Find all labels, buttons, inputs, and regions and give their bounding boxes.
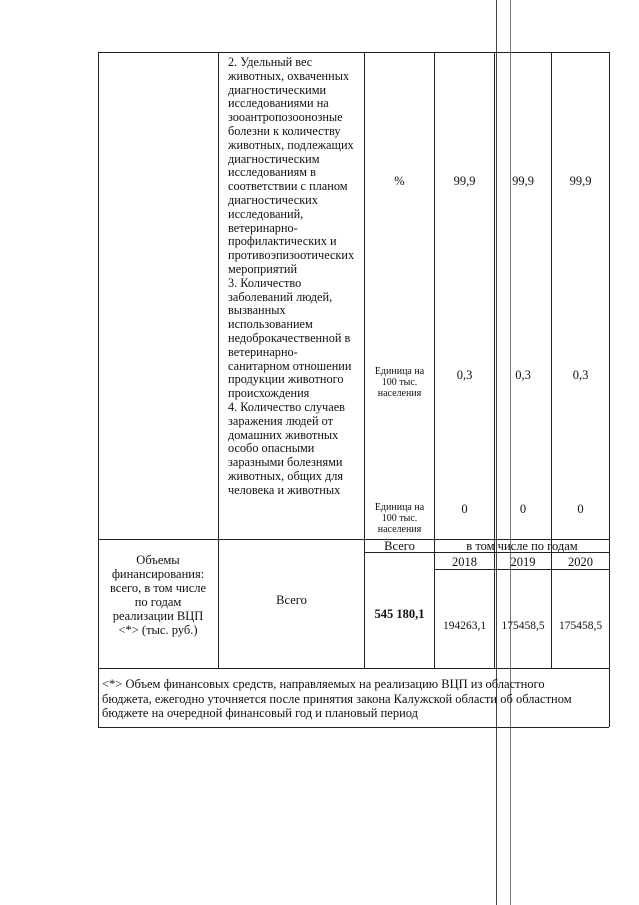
indicator-text-line: 3. Количество — [228, 275, 302, 290]
indicator-text-line: исследованиям в — [228, 165, 316, 180]
indicator-text-line: 2. Удельный вес — [228, 55, 313, 69]
indicator-text-line: заразными болезнями — [228, 455, 343, 470]
financing-2019: 175458,5 — [501, 620, 545, 632]
indicator-text-line: животных, общих для — [228, 468, 344, 483]
indicator-text-line: ветеринарно- — [228, 344, 298, 359]
indicator-text-line: заболеваний людей, — [228, 289, 333, 304]
indicator-text-line: болезни к количеству — [228, 123, 341, 138]
footnote: <*> Объем финансовых средств, направляемых на реализацию ВЦП из областного бюджета, ежегодно уточняется после принятия закона Калужской области об областном бюджете на очередной финансовый год и плановый период — [102, 677, 572, 720]
col-divider-2018 — [434, 52, 435, 668]
year-2019-header: 2019 — [510, 555, 536, 569]
table-bottom-border — [98, 727, 609, 728]
scan-edge-line — [496, 0, 497, 905]
indicator-text-line: исследований, — [228, 206, 304, 221]
financing-label: Объемы финансирования: всего, в том числе по годам реализации ВЦП <*> (тыс. руб.) — [109, 553, 207, 637]
value-2018: 99,9 — [453, 174, 476, 188]
unit-percent: % — [394, 174, 405, 188]
financing-source: Всего — [276, 593, 307, 607]
indicator-text-line: противоэпизоотических — [228, 248, 355, 263]
table-top-border — [98, 52, 609, 53]
indicator-text-line: заражения людей от — [228, 413, 334, 428]
col-divider-label — [218, 52, 219, 668]
value-2020: 0 — [577, 502, 584, 516]
indicator-text-line: особо опасными — [228, 441, 315, 456]
year-2020-header: 2020 — [568, 555, 593, 569]
row-divider-footnote — [98, 668, 609, 669]
value-2020: 0,3 — [572, 368, 589, 382]
value-2018: 0,3 — [456, 368, 473, 382]
indicator-text-line: домашних животных — [228, 427, 339, 442]
indicator-text-line: мероприятий — [228, 261, 298, 276]
indicator-text-line: зооантропозоонозные — [228, 110, 343, 125]
years-header: в том числе по годам — [466, 539, 578, 553]
col-divider-2019 — [494, 52, 495, 668]
indicator-text-line: вызванных — [228, 303, 286, 318]
unit-per-100k: Единица на 100 тыс. населения — [374, 366, 425, 399]
col-divider-2020 — [551, 52, 552, 668]
indicator-text-line: недоброкачественной в — [228, 330, 351, 345]
financing-total: 545 180,1 — [374, 607, 425, 621]
indicator-text-line: исследованиями на — [228, 96, 329, 111]
indicator-text-line: профилактических и — [228, 234, 337, 249]
indicator-text-line: соответствии с планом — [228, 179, 348, 194]
indicator-text-line: животных, подлежащих — [228, 137, 354, 152]
indicator-text-line: человека и животных — [228, 482, 341, 497]
value-2019: 0,3 — [515, 368, 531, 382]
year-2018-header: 2018 — [452, 555, 477, 569]
indicator-text-line: продукции животного — [228, 372, 344, 387]
value-2020: 99,9 — [569, 174, 592, 188]
financing-2020: 175458,5 — [558, 620, 603, 632]
indicator-text-line: диагностическими — [228, 82, 327, 97]
unit-per-100k: Единица на 100 тыс. населения — [374, 502, 425, 535]
indicator-list — [228, 56, 363, 498]
indicator-text-line: использованием — [228, 317, 313, 332]
value-2019: 0 — [519, 502, 527, 516]
indicator-text-line: происхождения — [228, 386, 310, 401]
value-2018: 0 — [461, 502, 468, 516]
indicator-text-line: санитарном отношении — [228, 358, 352, 373]
table-left-border — [98, 52, 99, 727]
indicator-text-line: диагностических — [228, 192, 318, 207]
total-header: Всего — [384, 539, 415, 553]
indicator-text-line: 4. Количество случаев — [228, 399, 345, 414]
financing-2018: 194263,1 — [442, 620, 487, 632]
col-divider-unit — [364, 52, 365, 668]
indicator-text-line: животных, охваченных — [228, 68, 350, 83]
table-right-border — [609, 52, 610, 727]
scan-edge-line — [510, 0, 511, 905]
value-2019: 99,9 — [512, 174, 534, 188]
indicator-text-line: диагностическим — [228, 151, 320, 166]
indicator-text-line: ветеринарно- — [228, 220, 298, 235]
